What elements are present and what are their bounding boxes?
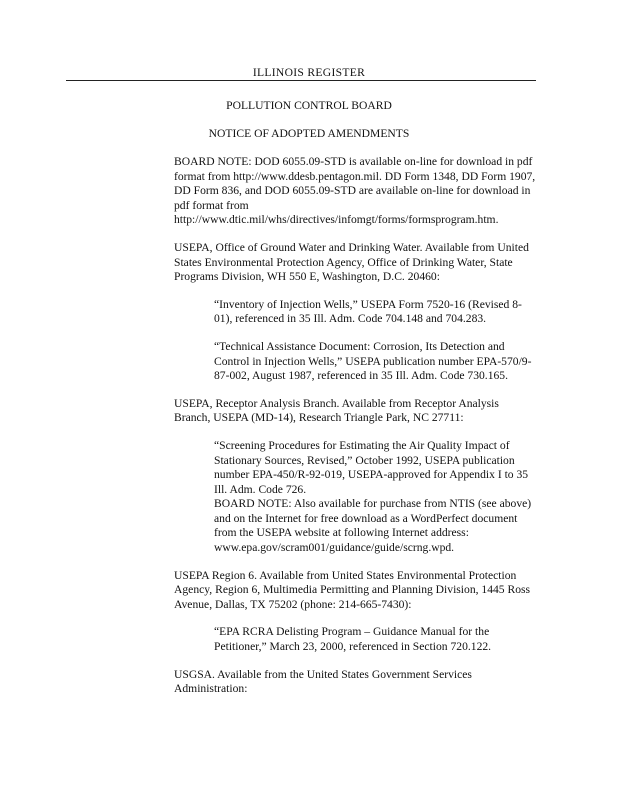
notice-title: NOTICE OF ADOPTED AMENDMENTS [208, 127, 410, 140]
document-body [174, 155, 536, 710]
usepa-region6-paragraph: USEPA Region 6. Available from United States Environmental Protection Agency, Region 6, Multimedia Permitting and Planning Division, 1445 Ross Avenue, Dallas, TX 75202 (phone: 214-665-7430): [174, 568, 531, 611]
board-note-ntis: BOARD NOTE: Also available for purchase from NTIS (see above) and on the Internet for free download as a WordPerfect document from the USEPA website at following Internet address: www.epa.gov/scram001/guidance/guide/scrng.wpd. [214, 497, 532, 555]
usgsa-paragraph: USGSA. Available from the United States Government Services Administration: [174, 667, 472, 696]
technical-assistance-reference: “Technical Assistance Document: Corrosion, Its Detection and Control in Injection Wells,” USEPA publication number EPA-570/9-87-002, August 1987, referenced in 35 Ill. Adm. Code 730.165. [214, 339, 532, 383]
usepa-receptor-paragraph: USEPA, Receptor Analysis Branch. Available from Receptor Analysis Branch, USEPA (MD-14), Research Triangle Park, NC 27711: [174, 396, 499, 425]
screening-reference: “Screening Procedures for Estimating the Air Quality Impact of Stationary Sources, Revised,” October 1992, USEPA publication number EPA-450/R-92-019, USEPA-approved for Appendix I to 35 Ill. Adm. Code 726. [214, 438, 529, 496]
inventory-reference: “Inventory of Injection Wells,” USEPA Form 7520-16 (Revised 8-01), referenced in 35 Ill. Adm. Code 704.148 and 704.283. [214, 297, 522, 326]
board-title: POLLUTION CONTROL BOARD [226, 99, 392, 112]
board-note-paragraph: BOARD NOTE: DOD 6055.09-STD is available on-line for download in pdf format from http://www.ddesb.pentagon.mil. DD Form 1348, DD Form 1907, DD Form 836, and DOD 6055.09-STD are available on-line for download in pdf format from http://www.dtic.mil/whs/directives/infomgt/forms/formsprogram.htm. [174, 155, 536, 227]
register-title: ILLINOIS REGISTER [252, 66, 366, 79]
header-rule [66, 80, 536, 81]
usepa-ground-water-paragraph: USEPA, Office of Ground Water and Drinking Water. Available from United States Environmental Protection Agency, Office of Drinking Water, State Programs Division, WH 550 E, Washington, D.C. 20460: [174, 240, 529, 284]
delisting-reference: “EPA RCRA Delisting Program – Guidance Manual for the Petitioner,” March 23, 2000, referenced in Section 720.122. [214, 625, 492, 654]
